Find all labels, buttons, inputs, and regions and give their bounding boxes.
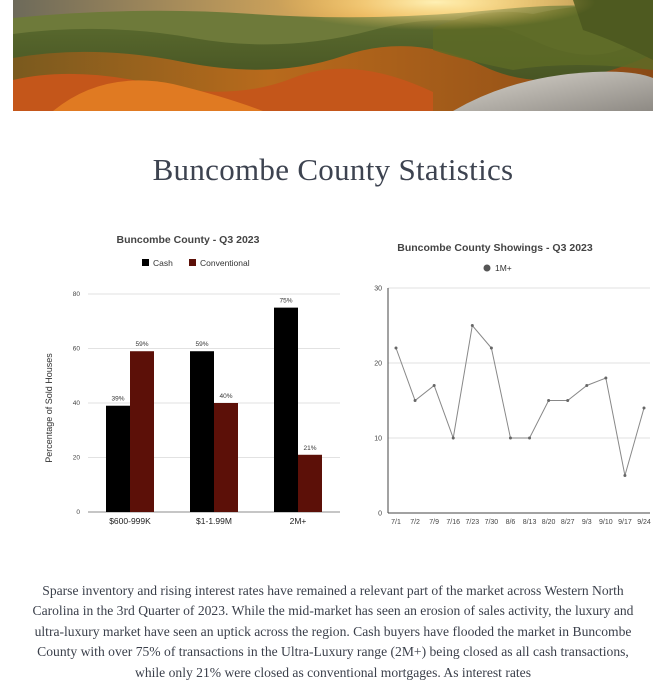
x-tick-label: 8/6 [505, 519, 516, 526]
bar-data-label: 21% [303, 444, 317, 452]
y-tick-label: 80 [72, 291, 80, 298]
x-tick-label: 7/2 [410, 519, 420, 526]
bar-data-label: 39% [111, 395, 125, 403]
bar-cash-2 [274, 308, 298, 512]
x-tick-label: 7/16 [446, 519, 461, 526]
x-category-label: $1-1.99M [196, 516, 232, 526]
legend-label-1: Conventional [200, 258, 250, 268]
x-tick-label: 7/1 [391, 519, 401, 526]
x-category-label: 2M+ [289, 516, 307, 526]
bar-data-label: 59% [195, 341, 209, 349]
bar-data-label: 40% [219, 393, 233, 400]
line-chart-series [395, 324, 646, 477]
x-tick-label: 7/9 [429, 519, 440, 526]
series-line-0 [396, 326, 644, 476]
bar-chart-legend [142, 258, 250, 268]
x-tick-label: 9/17 [618, 519, 632, 526]
y-tick-label: 0 [76, 509, 80, 516]
x-tick-label: 9/24 [637, 519, 651, 526]
bar-cash-0 [106, 406, 130, 512]
data-point [643, 407, 646, 410]
bar-chart-title: Buncombe County - Q3 2023 [116, 234, 260, 246]
bar-chart-bars [106, 298, 322, 512]
y-tick-label: 40 [72, 400, 80, 407]
bar-conventional-2 [298, 455, 322, 512]
line-chart-y-axis [374, 286, 382, 518]
page-title: Buncombe County Statistics [152, 152, 514, 187]
data-point [547, 399, 550, 402]
x-tick-label: 7/30 [484, 519, 499, 526]
market-summary-paragraph: Sparse inventory and rising interest rates have remained a relevant part of the market across Western North Carolina in the 3rd Quarter of 2023. While the mid-market has seen an erosion of sales activity, the luxury and ultra-luxury market have seen an uptick across the region. Cash buyers have flooded the market in Buncombe County with over 75% of transactions in the Ultra-Luxury range (2M+) being closed as all cash transactions, while only 21% were closed as conventional mortgages. As interest rates [32, 582, 634, 680]
bar-chart-y-axis [73, 291, 81, 516]
data-point [509, 437, 512, 440]
data-point [566, 399, 569, 402]
legend-marker-0 [484, 265, 491, 272]
data-point [585, 384, 588, 387]
x-tick-label: 8/13 [522, 519, 537, 526]
data-point [604, 377, 607, 380]
bar-chart-x-axis [109, 516, 306, 526]
line-chart-title: Buncombe County Showings - Q3 2023 [397, 242, 593, 254]
bar-conventional-1 [214, 403, 238, 512]
line-chart [360, 235, 660, 535]
bar-data-label: 75% [279, 297, 293, 305]
x-tick-label: 8/27 [560, 519, 575, 526]
x-tick-label: 9/10 [599, 519, 613, 526]
x-tick-label: 7/23 [465, 519, 480, 526]
bar-cash-1 [190, 351, 214, 512]
bar-chart-y-label: Percentage of Sold Houses [44, 353, 54, 463]
x-tick-label: 8/20 [541, 519, 556, 526]
y-tick-label: 20 [72, 454, 80, 462]
legend-swatch-1 [189, 259, 196, 266]
y-tick-label: 20 [374, 360, 382, 368]
mountain-autumn-landscape-image [13, 0, 653, 111]
data-point [623, 474, 626, 477]
hero-banner [13, 0, 653, 111]
bar-chart [40, 228, 350, 528]
y-tick-label: 30 [374, 285, 382, 293]
data-point [452, 437, 455, 440]
data-point [490, 347, 493, 350]
data-point [471, 324, 474, 327]
bar-conventional-0 [130, 351, 154, 512]
legend-label-0: 1M+ [495, 263, 512, 273]
legend-label-0: Cash [153, 258, 173, 268]
y-tick-label: 60 [72, 345, 80, 353]
legend-swatch-0 [142, 259, 149, 266]
x-tick-label: 9/3 [581, 519, 592, 526]
y-tick-label: 0 [378, 510, 382, 518]
line-chart-legend [484, 263, 512, 273]
line-chart-x-axis [391, 519, 651, 526]
data-point [528, 437, 531, 440]
data-point [395, 347, 398, 350]
data-point [414, 399, 417, 402]
data-point [433, 384, 436, 387]
bar-data-label: 59% [135, 341, 149, 349]
y-tick-label: 10 [374, 435, 382, 443]
x-category-label: $600-999K [109, 516, 151, 526]
